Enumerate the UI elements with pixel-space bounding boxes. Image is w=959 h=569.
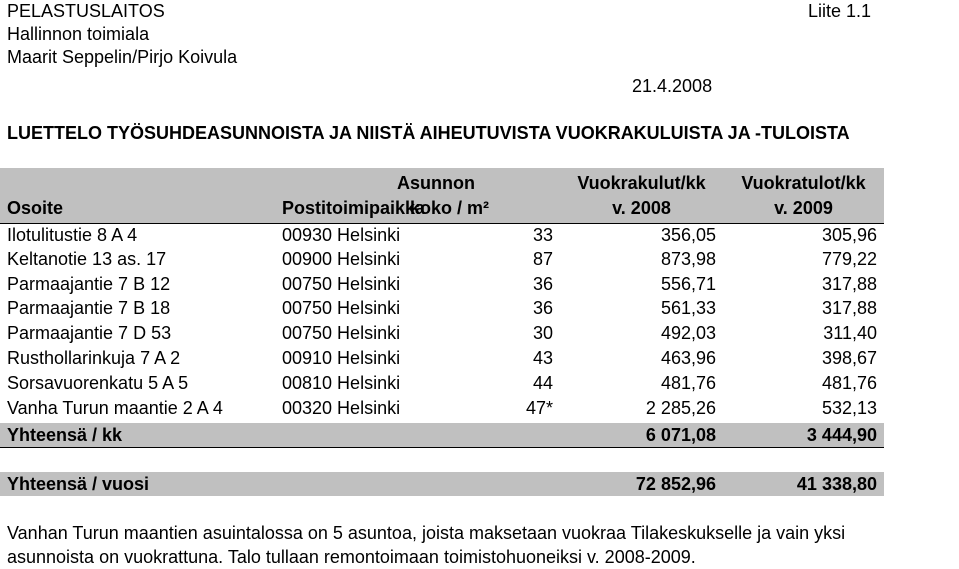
cell-post-office: 00750 Helsinki [282,274,401,294]
cell-rent-cost: 356,05 [660,225,716,245]
cell-rent-cost: 463,96 [660,348,716,368]
cell-rent-income: 481,76 [821,373,877,393]
cell-address: Parmaajantie 7 D 53 [7,323,172,343]
cell-address: Parmaajantie 7 B 12 [7,274,171,294]
cell-size: 87 [532,249,553,269]
cell-rent-cost: 873,98 [660,249,716,269]
cell-post-office: 00930 Helsinki [282,225,401,245]
cell-post-office: 00750 Helsinki [282,298,401,318]
table-row [0,396,884,420]
column-header-address: Osoite [7,198,64,218]
total-year-cells [0,472,884,496]
organization-name: PELASTUSLAITOS [7,1,165,21]
total-year-cost: 72 852,96 [635,474,716,494]
cell-address: Rusthollarinkuja 7 A 2 [7,348,181,368]
table-row [0,223,884,247]
total-year-row [0,472,884,496]
total-divider [0,447,884,448]
total-month-cost: 6 071,08 [645,425,716,445]
cell-rent-income: 317,88 [821,298,877,318]
cell-rent-cost: 492,03 [660,323,716,343]
total-month-row [0,423,884,447]
table-header [0,168,884,224]
authors: Maarit Seppelin/Pirjo Koivula [7,47,238,67]
column-header-income-line1: Vuokratulot/kk [741,173,866,193]
column-header-post-office: Postitoimipaikka [282,198,426,218]
table-row [0,371,884,395]
table-row [0,346,884,370]
column-header-income-line2: v. 2009 [774,198,833,218]
column-header-size-line2: koko / m² [409,198,489,218]
table-row [0,247,884,271]
column-header-size-line1: Asunnon [397,173,475,193]
cell-size: 43 [532,348,553,368]
cell-size: 36 [532,298,553,318]
footnote-line-2: asunnoista on vuokrattuna. Talo tullaan remontoimaan toimistohuoneiksi v. 2008-2009. [7,547,696,567]
total-month-income: 3 444,90 [806,425,877,445]
footnote-line-1: Vanhan Turun maantien asuintalossa on 5 asuntoa, joista maksetaan vuokraa Tilakeskukselle ja vain yksi [7,523,846,543]
cell-address: Vanha Turun maantie 2 A 4 [7,398,223,418]
cell-size: 33 [532,225,553,245]
cell-rent-cost: 556,71 [660,274,716,294]
cell-size: 44 [532,373,553,393]
table-row [0,272,884,296]
table-row [0,296,884,320]
total-month-cells [0,423,884,447]
cell-rent-income: 305,96 [821,225,877,245]
cell-rent-income: 317,88 [821,274,877,294]
cell-post-office: 00910 Helsinki [282,348,401,368]
document-title: LUETTELO TYÖSUHDEASUNNOISTA JA NIISTÄ AIHEUTUVISTA VUOKRAKULUISTA JA -TULOISTA [7,123,850,143]
cell-size: 30 [532,323,553,343]
cell-size: 47* [525,398,553,418]
total-year-label: Yhteensä / vuosi [7,474,150,494]
column-header-cost-line2: v. 2008 [612,198,671,218]
cell-address: Sorsavuorenkatu 5 A 5 [7,373,189,393]
cell-post-office: 00810 Helsinki [282,373,401,393]
annex-label: Liite 1.1 [808,1,872,21]
cell-rent-income: 398,67 [821,348,877,368]
cell-address: Parmaajantie 7 B 18 [7,298,171,318]
cell-post-office: 00900 Helsinki [282,249,401,269]
cell-rent-income: 311,40 [823,323,877,343]
document-date: 21.4.2008 [632,76,713,96]
cell-rent-cost: 481,76 [660,373,716,393]
cell-rent-income: 779,22 [821,249,877,269]
cell-post-office: 00320 Helsinki [282,398,401,418]
department-name: Hallinnon toimiala [7,24,150,44]
total-month-label: Yhteensä / kk [7,425,123,445]
cell-size: 36 [532,274,553,294]
footnote [7,521,947,569]
cell-post-office: 00750 Helsinki [282,323,401,343]
column-header-cost-line1: Vuokrakulut/kk [577,173,706,193]
cell-rent-cost: 2 285,26 [645,398,716,418]
cell-address: Ilotulitustie 8 A 4 [7,225,138,245]
total-year-income: 41 338,80 [796,474,877,494]
cell-rent-cost: 561,33 [660,298,716,318]
table-row [0,321,884,345]
cell-rent-income: 532,13 [821,398,877,418]
cell-address: Keltanotie 13 as. 17 [7,249,167,269]
